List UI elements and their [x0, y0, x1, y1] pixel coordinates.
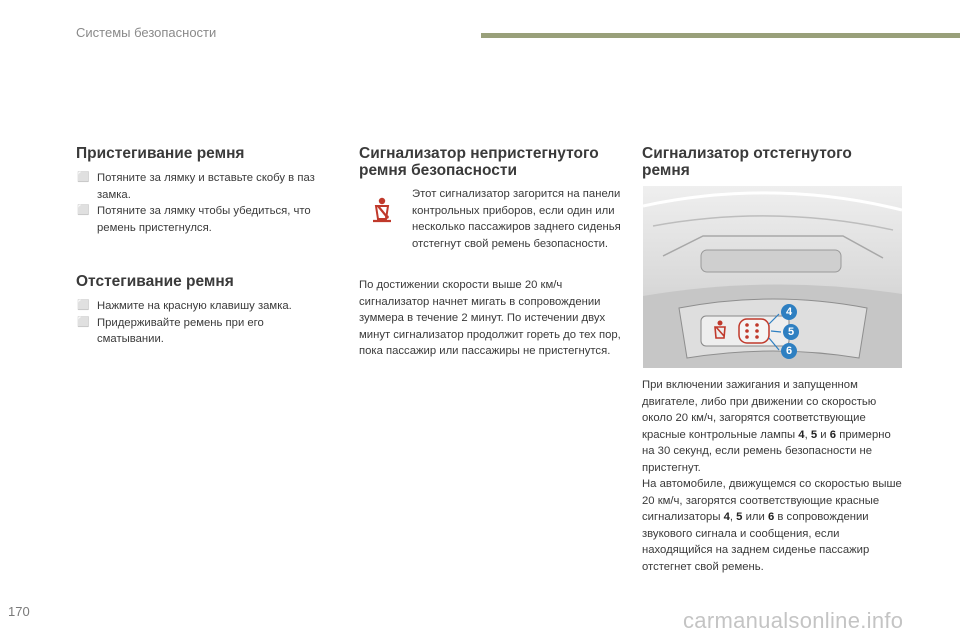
- callout-4-label: 4: [785, 306, 793, 318]
- bullet-icon: ⬜: [77, 316, 90, 328]
- text-run: и: [817, 428, 830, 441]
- callout-5: [783, 324, 799, 340]
- lamp-number: 5: [736, 511, 743, 523]
- lamp-number: 4: [798, 428, 805, 441]
- unfastened-warning-section: [359, 145, 621, 179]
- fasten-section: [76, 145, 326, 236]
- fasten-list: [76, 170, 326, 236]
- section-header: Системы безопасности: [76, 25, 217, 40]
- callout-5-label: 5: [787, 326, 795, 338]
- text-run: ,: [804, 428, 811, 441]
- list-item: [76, 298, 326, 315]
- rear-warning-body: [642, 377, 904, 575]
- watermark: carmanualsonline.info: [683, 608, 904, 633]
- text-run: в сопровождении звукового сигнала и сообщения, если находящийся на заднем сиденье пассажир отстегнет свой ремень.: [642, 511, 870, 573]
- lamp-number: 5: [810, 428, 818, 441]
- bullet-icon: ⬜: [77, 205, 90, 216]
- dashboard-photo: [643, 186, 902, 368]
- unfasten-section: [76, 273, 326, 348]
- callout-6-label: 6: [785, 345, 793, 357]
- unfastened-warning-title: Сигнализатор непристегнутого ремня безопасности: [359, 145, 599, 179]
- list-item: [76, 203, 326, 236]
- list-item-text: Нажмите на красную клавишу замка.: [97, 300, 292, 312]
- rear-warning-paragraph-2: [642, 476, 904, 575]
- list-item-text: Потяните за лямку чтобы убедиться, что ремень пристегнулся.: [97, 205, 311, 234]
- unfasten-list: [76, 298, 326, 348]
- rear-warning-paragraph-1: [642, 377, 904, 476]
- list-item: [76, 315, 326, 348]
- seatbelt-warning-icon: [370, 197, 394, 225]
- fasten-title: Пристегивание ремня: [76, 145, 245, 162]
- callout-4: [781, 304, 797, 320]
- list-item: [76, 170, 326, 203]
- list-item-text: Придерживайте ремень при его сматывании.: [97, 316, 264, 345]
- rear-warning-title: Сигнализатор отстегнутого ремня: [642, 145, 852, 179]
- lamp-number: 6: [767, 511, 775, 523]
- lamp-number: 4: [723, 511, 730, 523]
- text-run: примерно на 30 секунд, если ремень безопасности не пристегнут.: [642, 428, 891, 474]
- unfastened-warning-body: По достижении скорости выше 20 км/ч сигнализатор начнет мигать в сопровождении зуммера в течение 2 минут. По истечении двух минут сигнализатор продолжит гореть до тех пор, пока пассажир или пассажиры не пристегнутся.: [359, 279, 621, 357]
- page-number: 170: [8, 604, 30, 619]
- text-run: ,: [729, 511, 737, 523]
- bullet-icon: ⬜: [77, 172, 90, 183]
- text-run: На автомобиле, движущемся со скоростью выше 20 км/ч, загорятся соответствующие красные сигнализаторы: [642, 478, 902, 523]
- bullet-icon: ⬜: [77, 300, 90, 311]
- list-item-text: Потяните за лямку и вставьте скобу в паз замка.: [97, 172, 315, 201]
- lamp-number: 6: [829, 428, 837, 441]
- callout-6: [781, 343, 797, 359]
- rear-warning-section: [642, 145, 902, 179]
- text-run: При включении зажигания и запущенном двигателе, либо при движении со скоростью около 20 км/ч, загорятся соответствующие красные контрольные лампы: [642, 379, 877, 441]
- unfasten-title: Отстегивание ремня: [76, 273, 234, 290]
- text-run: или: [742, 511, 768, 523]
- unfastened-warning-intro: Этот сигнализатор загорится на панели контрольных приборов, если один или несколько пассажиров заднего сиденья отстегнут свой ремень безопасности.: [412, 188, 621, 250]
- header-bar: [481, 33, 960, 38]
